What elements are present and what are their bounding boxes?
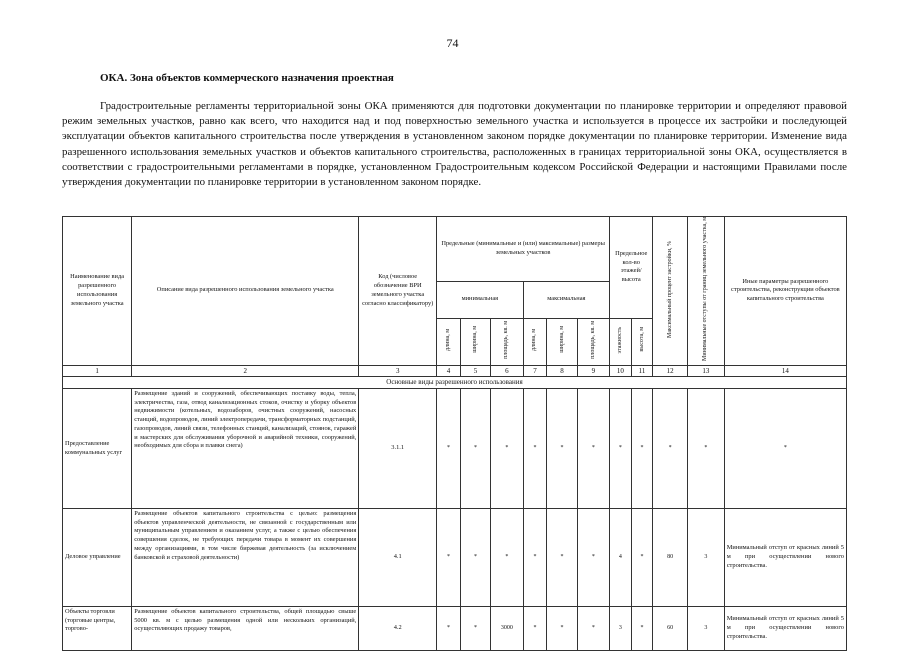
header-min-area: площадь, кв. м [491,318,523,365]
header-limits: Предельные (минимальные и (или) максимальные) размеры земельных участков [437,217,610,282]
row-cell: * [437,607,461,651]
row-cell: * [577,607,609,651]
header-max-width: ширина, м [547,318,577,365]
row-cell: 60 [653,607,688,651]
row-cell: * [460,607,490,651]
row-other: Минимальный отступ от красных линий 5 м при осуществлении нового строительства. [724,509,846,607]
row-other: Минимальный отступ от красных линий 5 м при осуществлении нового строительства. [724,607,846,651]
row-cell: * [687,389,724,509]
column-number: 9 [577,365,609,377]
row-other: * [724,389,846,509]
row-cell: * [460,509,490,607]
row-description: Размещение зданий и сооружений, обеспечивающих поставку воды, тепла, электричества, газа, отвод канализационных стоков, очистку и уборку объектов недвижимости (котельных, водозаборов, очистных сооружений, насосных станций, водопроводов, линий электропередачи, трансформаторных подстанций, газопроводов, линий связи, телефонных станций, канализаций, стоянок, гаражей и мастерских для обслуживания уборочной и аварийной техники, сооружений, необходимых для сбора и плавки снега) [132,389,359,509]
row-cell: * [460,389,490,509]
column-number: 2 [132,365,359,377]
header-code: Код (числовое обозначение ВРИ земельного участка согласно классификатору) [359,217,437,366]
section-heading: ОКА. Зона объектов коммерческого назначения проектная [100,72,394,84]
header-min-length: длина, м [437,318,461,365]
row-cell: * [631,607,653,651]
column-number: 13 [687,365,724,377]
row-cell: * [523,509,547,607]
row-cell: * [631,509,653,607]
column-number: 1 [63,365,132,377]
header-min-width: ширина, м [460,318,490,365]
column-number: 14 [724,365,846,377]
row-description: Размещение объектов капитального строительства, общей площадью свыше 5000 кв. м с целью размещения одной или нескольких организаций, осуществляющих продажу товаров, [132,607,359,651]
table-row [63,389,847,509]
row-description: Размещение объектов капитального строительства с целью: размещения объектов управленческой деятельности, не связанной с государственным или муниципальным управлением и оказанием услуг, а также с целью обеспечения совершения сделок, не требующих передачи товара в момент их совершения между организациями, в том числе биржевая деятельность (за исключением банковской и страховой деятельности) [132,509,359,607]
row-cell: 80 [653,509,688,607]
header-max-length: длина, м [523,318,547,365]
row-cell: * [491,389,523,509]
row-cell: 3 [687,509,724,607]
row-cell: * [437,389,461,509]
row-code: 3.1.1 [359,389,437,509]
row-cell: * [610,389,632,509]
row-code: 4.1 [359,509,437,607]
row-cell: * [577,389,609,509]
row-cell: * [547,389,577,509]
column-number: 11 [631,365,653,377]
row-code: 4.2 [359,607,437,651]
header-max-percent: Максимальный процент застройки, % [653,217,688,366]
header-other: Иные параметры разрешенного строительства, реконструкции объектов капитального строительства [724,217,846,366]
row-cell: 3000 [491,607,523,651]
column-number: 6 [491,365,523,377]
column-number: 5 [460,365,490,377]
row-cell: 3 [687,607,724,651]
header-max-area: площадь, кв. м [577,318,609,365]
column-number: 4 [437,365,461,377]
page-number: 74 [446,36,459,50]
section-title: Основные виды разрешенного использования [63,377,847,389]
row-cell: 4 [610,509,632,607]
row-cell: * [547,509,577,607]
row-cell: * [653,389,688,509]
table-row [63,509,847,607]
row-cell: * [577,509,609,607]
column-number: 3 [359,365,437,377]
row-cell: * [523,389,547,509]
regulations-table [62,216,847,651]
column-number: 8 [547,365,577,377]
row-cell: * [437,509,461,607]
row-cell: * [631,389,653,509]
column-number: 12 [653,365,688,377]
row-cell: * [491,509,523,607]
column-number: 10 [610,365,632,377]
row-cell: * [547,607,577,651]
header-max: максимальная [523,281,610,318]
row-cell: 3 [610,607,632,651]
header-floors: Предельное кол-во этажей/ высота [610,217,653,319]
row-cell: * [523,607,547,651]
header-storeys: этажность [610,318,632,365]
header-min: минимальная [437,281,523,318]
row-name: Деловое управление [63,509,132,607]
header-description: Описание вида разрешенного использования земельного участка [132,217,359,366]
header-min-setback: Минимальные отступы от границ земельного участка, м [687,217,724,366]
column-number: 7 [523,365,547,377]
column-numbers-row [63,365,847,377]
header-height: высота, м [631,318,653,365]
table-row [63,607,847,651]
row-name: Объекты торговли (торговые центры, торгово- [63,607,132,651]
header-name: Наименование вида разрешенного использования земельного участка [63,217,132,366]
row-name: Предоставление коммунальных услуг [63,389,132,509]
intro-paragraph: Градостроительные регламенты территориальной зоны ОКА применяются для подготовки документации по планировке территории и определяют правовой режим земельных участков, равно как всего, что находится над и под поверхностью земельного участка и используется в процессе их застройки и последующей эксплуатации объектов капитального строительства после утверждения в установленном законом порядке документации по планировке территории. Изменение вида разрешенного использования земельных участков и объектов капитального строительства, расположенных в границах территориальной зоны ОКА, осуществляется в соответствии с градостроительными регламентами в порядке, установленном Градостроительным кодексом Российской Федерации и настоящими Правилами после утверждения документации по планировке территории в установленном законом порядке. [62,100,847,189]
